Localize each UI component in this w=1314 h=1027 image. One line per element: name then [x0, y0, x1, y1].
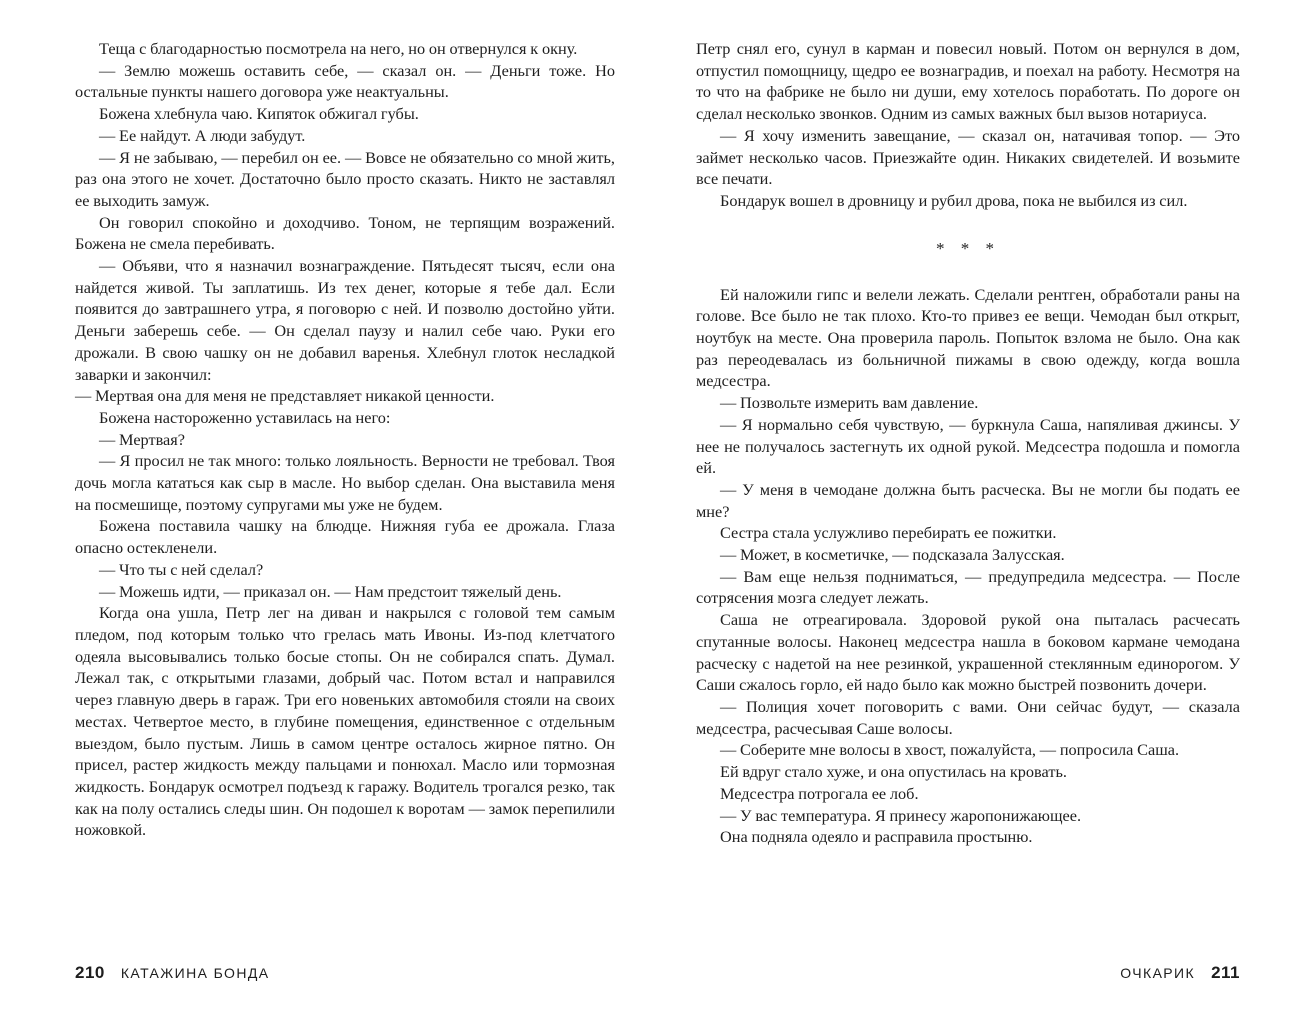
paragraph: — Объяви, что я назначил вознаграждение. Пятьдесят тысяч, если она найдется живой. Ты заплатишь. Из тех денег, которые я тебе дал. Если появится до завтрашнего утра, я поговорю с ней. И позволю достойно уйти. Деньги заберешь себе. — Он сделал паузу и налил себе чаю. Руки его дрожали. В свою чашку он не добавил варенья. Хлебнул глоток несладкой заварки и закончил: — [75, 256, 615, 384]
paragraph: — Мертвая она для меня не представляет никакой ценности. — [75, 386, 495, 406]
paragraph: — Я просил не так много: только лояльность. Верности не требовал. Твоя дочь могла кататься как сыр в масле. Но выбор сделан. Она выставила меня на посмешище, поэтому супругами мы уже не будем. — [75, 451, 615, 514]
paragraph: Сестра стала услужливо перебирать ее пожитки. — [720, 523, 1057, 543]
right-footer — [1120, 963, 1240, 983]
paragraph: — Землю можешь оставить себе, — сказал он. — Деньги тоже. Но остальные пункты нашего договора уже неактуальны. — [75, 60, 615, 102]
paragraph: Ей вдруг стало хуже, и она опустилась на кровать. — [720, 762, 1067, 782]
paragraph: Ей наложили гипс и велели лежать. Сделали рентген, обработали раны на голове. Все было не так плохо. Кто-то привез ее вещи. Чемодан был открыт, ноутбук на месте. Она проверила пароль. Попыток взлома не было. Она как раз переодевалась из больничной пижамы в свою одежду, когда вошла медсестра. — [696, 284, 1240, 391]
paragraph: Божена поставила чашку на блюдце. Нижняя губа ее дрожала. Глаза опасно остекленели. — [75, 516, 615, 558]
paragraph: — Соберите мне волосы в хвост, пожалуйста, — попросила Саша. — [720, 740, 1180, 760]
paragraph: Медсестра потрогала ее лоб. — [720, 783, 919, 803]
paragraph: Бондарук вошел в дровницу и рубил дрова, пока не выбился из сил. — [720, 190, 1188, 210]
right-page-body-top — [696, 38, 1240, 212]
paragraph: Он говорил спокойно и доходчиво. Тоном, не терпящим возражений. Божена не смела перебивать. — [75, 212, 615, 254]
paragraph: — У меня в чемодане должна быть расческа. Вы не могли бы подать ее мне? — [696, 479, 1240, 521]
left-page — [75, 38, 615, 841]
paragraph: — Я хочу изменить завещание, — сказал он, натачивая топор. — Это займет несколько часов. Приезжайте один. Никаких свидетелей. И возьмите все печати. — [696, 125, 1240, 189]
paragraph: — Ее найдут. А люди забудут. — [99, 125, 306, 145]
running-title-book: ОЧКАРИК — [1120, 965, 1196, 981]
right-page-body-bottom — [696, 284, 1240, 848]
paragraph: Божена хлебнула чаю. Кипяток обжигал губы. — [99, 104, 419, 124]
page-number-right: 211 — [1211, 963, 1240, 982]
paragraph: Она подняла одеяло и расправила простыню. — [720, 827, 1033, 847]
paragraph: — Я не забываю, — перебил он ее. — Вовсе не обязательно со мной жить, раз она этого не хочет. Достаточно было просто сказать. Никто не заставлял ее выходить замуж. — [75, 147, 615, 210]
paragraph: — Вам еще нельзя подниматься, — предупредила медсестра. — После сотрясения мозга следует лежать. — [696, 566, 1240, 608]
paragraph: — Что ты с ней сделал? — [99, 559, 264, 579]
paragraph: Божена настороженно уставилась на него: — [99, 407, 391, 427]
paragraph: — Полиция хочет поговорить с вами. Они сейчас будут, — сказала медсестра, расчесывая Саше волосы. — [696, 696, 1240, 738]
left-page-body — [75, 38, 615, 841]
paragraph: Теща с благодарностью посмотрела на него, но он отвернулся к окну. — [99, 39, 578, 58]
paragraph: Петр снял его, сунул в карман и повесил новый. Потом он вернулся в дом, отпустил помощницу, щедро ее вознаградив, и поехал на работу. Несмотря на то что на фабрике не было ни души, ему хотелось поработать. По дороге он сделал несколько звонков. Одним из самых важных был вызов нотариуса. — [696, 39, 1240, 124]
paragraph: — Можешь идти, — приказал он. — Нам предстоит тяжелый день. — [99, 581, 562, 601]
right-page — [696, 38, 1240, 848]
left-footer — [75, 963, 269, 983]
paragraph: Саша не отреагировала. Здоровой рукой она пыталась расчесать спутанные волосы. Наконец медсестра нашла в боковом кармане чемодана расческу с надетой на нее резинкой, украшенной стеклянным единорогом. У Саши сжалось горло, ей надо было как можно быстрей позвонить дочери. — [696, 610, 1240, 695]
paragraph: — Может, в косметичке, — подсказала Залусская. — [720, 545, 1065, 565]
paragraph: — У вас температура. Я принесу жаропонижающее. — [720, 805, 1082, 825]
scene-break: * * * — [936, 238, 1000, 258]
running-title-author: КАТАЖИНА БОНДА — [120, 965, 270, 981]
paragraph: — Мертвая? — [99, 429, 185, 449]
paragraph: — Я нормально себя чувствую, — буркнула Саша, напяливая джинсы. У нее не получалось застегнуть их одной рукой. Медсестра подошла и помогла ей. — [696, 414, 1240, 478]
page-number-left: 210 — [75, 963, 105, 982]
paragraph: — Позвольте измерить вам давление. — [720, 393, 979, 413]
paragraph: Когда она ушла, Петр лег на диван и накрылся с головой тем самым пледом, под которым только что грелась мать Ивоны. Из-под клетчатого одеяла высовывались только босые стопы. Он не собирался спать. Думал. Лежал так, с открытыми глазами, добрый час. Потом встал и направился через главную дверь в гараж. Три его новеньких автомобиля стояли на своих местах. Четвертое место, в глубине помещения, единственное с отдельным выездом, было пустым. Лишь в самом центре осталось жирное пятно. Он присел, растер жидкость между пальцами и понюхал. Масло или тормозная жидкость. Бондарук осмотрел подъезд к гаражу. Водитель трогался резко, так как на полу остались следы шин. Он подошел к воротам — замок перепилили ножовкой. — [75, 603, 615, 840]
